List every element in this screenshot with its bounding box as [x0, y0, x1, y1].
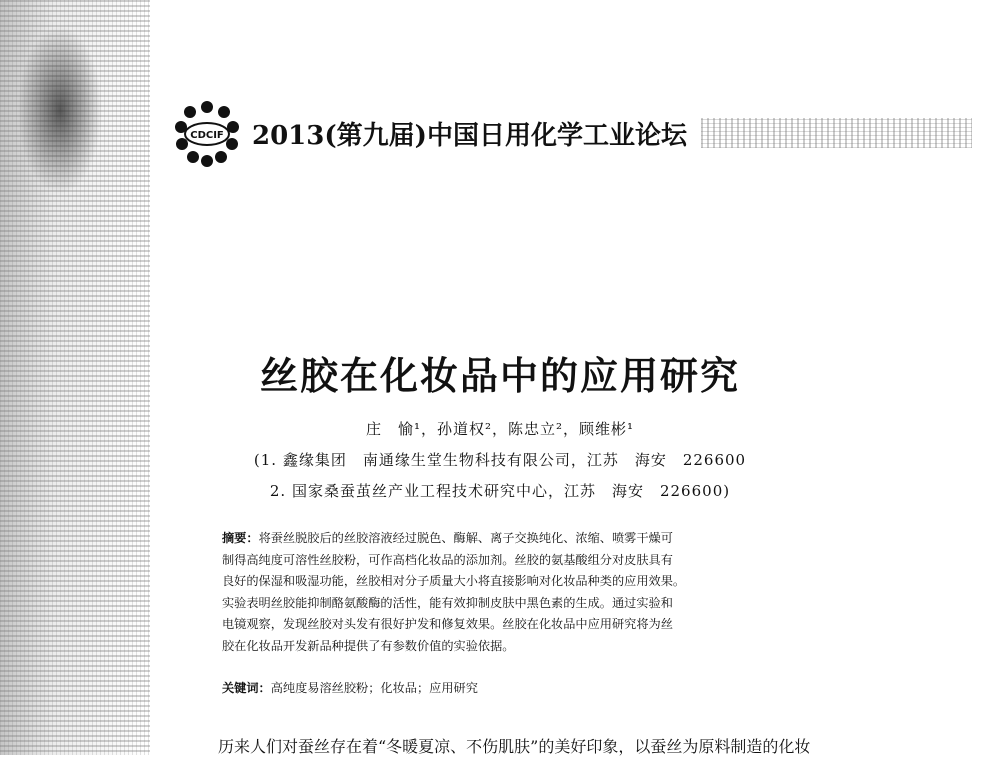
abstract-label: 摘要： [222, 531, 259, 545]
keywords-text: 高纯度易溶丝胶粉；化妆品；应用研究 [270, 681, 478, 695]
abstract [222, 528, 822, 657]
paper-title: 丝胶在化妆品中的应用研究 [259, 353, 740, 398]
forum-header [172, 98, 972, 168]
logo-text: CDCIF [190, 130, 224, 141]
forum-title: 2013(第九届)中国日用化学工业论坛 [252, 120, 687, 151]
abstract-line-4: 实验表明丝胶能抑制酪氨酸酶的活性，能有效抑制皮肤中黑色素的生成。通过实验和 [222, 595, 673, 610]
abstract-line-3: 良好的保湿和吸湿功能，丝胶相对分子质量大小将直接影响对化妆品种类的应用效果。 [222, 574, 686, 588]
abstract-line-2: 制得高纯度可溶性丝胶粉，可作高档化妆品的添加剂。丝胶的氨基酸组分对皮肤具有 [222, 552, 673, 567]
abstract-line-1: 摘要：将蚕丝脱胶后的丝胶溶液经过脱色、酶解、离子交换纯化、浓缩、喷雾干燥可 [222, 531, 673, 545]
cdcif-logo [172, 98, 242, 168]
header-noise-band [701, 118, 972, 148]
affiliation-2: 2. 国家桑蚕茧丝产业工程技术研究中心，江苏 海安 226600) [269, 482, 731, 500]
keywords-label: 关键词： [222, 681, 271, 695]
keywords [222, 679, 822, 696]
paper-authors: 庄 愉¹，孙道权²，陈忠立²，顾维彬¹ [365, 420, 635, 438]
abstract-line-6: 胶在化妆品开发新品种提供了有参数价值的实验依据。 [222, 638, 515, 653]
abstract-line-5: 电镜观察，发现丝胶对头发有很好护发和修复效果。丝胶在化妆品中应用研究将为丝 [222, 617, 673, 631]
affiliation-1: (1. 鑫缘集团 南通缘生堂生物科技有限公司，江苏 海安 226600 [253, 451, 747, 469]
body-text-first-line: 历来人们对蚕丝存在着“冬暖夏凉、不伤肌肤”的美好印象，以蚕丝为原料制造的化妆 [218, 737, 811, 756]
